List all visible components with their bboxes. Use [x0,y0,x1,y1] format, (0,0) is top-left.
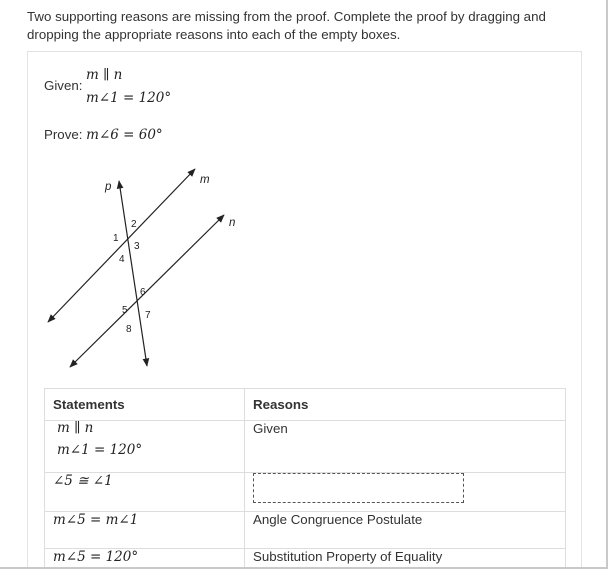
reason-cell [245,473,566,512]
reason-cell: Substitution Property of Equality [245,549,566,569]
angle-label-1: 1 [113,233,119,244]
prove-statement: m∠6 = 60° [86,127,163,143]
statement-cell [45,421,245,473]
angle-label-3: 3 [134,241,140,252]
table-row [45,549,566,569]
statement-line: ∠5 ≅ ∠1 [53,473,113,489]
angle-label-7: 7 [145,310,151,321]
label-m: m [200,174,210,186]
statement-line: m∠5 = 120° [53,549,139,565]
instructions: Two supporting reasons are missing from the proof. Complete the proof by dragging and dropping the appropriate reasons into each of the empty boxes. [27,9,546,42]
reason-cell: Given [245,421,566,473]
table-row [45,421,566,473]
reason-drop-target[interactable] [253,473,464,503]
line-n [70,215,224,367]
given-statement-2: m∠1 = 120° [86,90,172,106]
prove-label: Prove: [44,127,83,142]
statement-cell [45,512,245,549]
statement-line: m ∥ n [57,420,94,436]
line-m [48,169,195,322]
given-statement-1: m ∥ n [86,67,123,83]
statement-line: m∠1 = 120° [57,442,143,458]
label-n: n [229,217,236,229]
table-row [45,473,566,512]
reason-cell: Angle Congruence Postulate [245,512,566,549]
statement-cell [45,549,245,569]
angle-label-4: 4 [119,254,125,265]
statements-header: Statements [45,389,245,421]
line-p [119,181,147,366]
angle-label-5: 5 [122,305,128,316]
proof-card [27,51,582,569]
statement-line: m∠5 = m∠1 [53,512,139,528]
prove-block [44,127,163,143]
angle-label-2: 2 [131,219,137,230]
angle-label-6: 6 [140,287,146,298]
label-p: p [105,181,112,193]
proof-table [44,388,566,569]
statement-cell [45,473,245,512]
parallel-lines-diagram [43,162,263,372]
table-row [45,512,566,549]
angle-label-8: 8 [126,324,132,335]
reasons-header: Reasons [245,389,566,421]
proof-table-header [45,389,566,421]
given-label: Given: [44,78,83,93]
